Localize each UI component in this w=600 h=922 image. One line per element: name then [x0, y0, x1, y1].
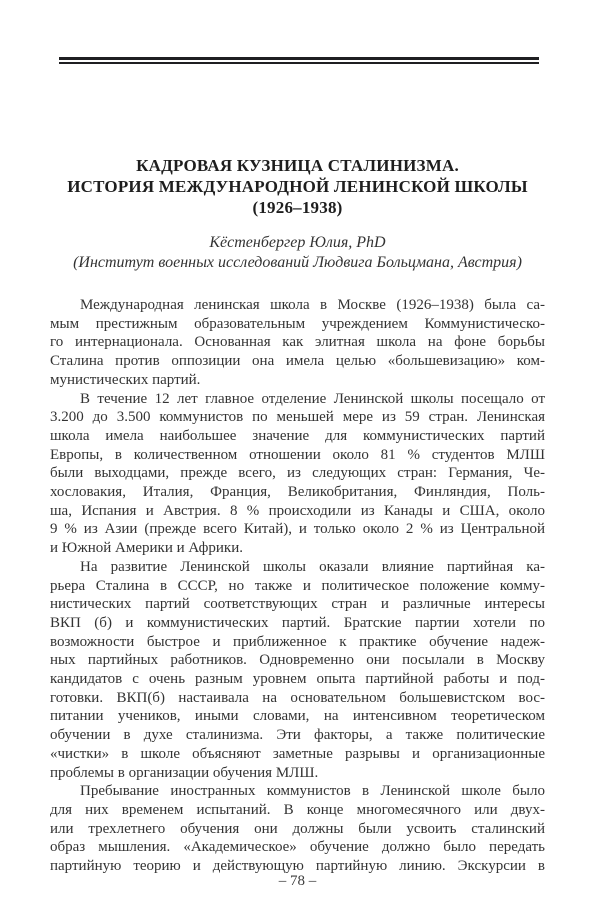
paragraph — [50, 390, 545, 558]
paragraph — [50, 558, 545, 782]
body-line: мунистических партий. — [50, 371, 201, 388]
body-line: проблемы в организации обучения МЛШ. — [50, 764, 319, 781]
body-line: Сталина против оппозиции она имела целью «большевизацию» ком- — [50, 353, 545, 370]
body-line: На развитие Ленинской школы оказали влияние партийная ка- — [80, 558, 545, 575]
body-line: образ мышления. «Академическое» обучение должно было передать — [50, 839, 545, 856]
body-line: нистических партий соответствующих стран и различные интересы — [50, 596, 545, 613]
page-edge-rule — [59, 57, 539, 64]
body-line: рьера Сталина в СССР, но также и политическое положение комму- — [50, 577, 545, 594]
author-byline — [50, 233, 545, 273]
body-line: ных партийных работников. Одновременно они посылали в Москву — [50, 652, 545, 669]
body-line: Европы, в количественном отношении около 81 % студентов МЛШ — [50, 446, 545, 463]
body-line: мым престижным образовательным учреждением Коммунистическо- — [50, 315, 545, 332]
body-line: ВКП (б) и коммунистических партий. Братские партии хотели по — [50, 614, 545, 631]
body-line: питании учеников, иными словами, на интенсивном теоретическом — [50, 708, 545, 725]
body-line: Международная ленинская школа в Москве (1926–1938) была са- — [80, 297, 545, 313]
body-line: хословакия, Италия, Франция, Великобритания, Финляндия, Поль- — [50, 484, 545, 501]
author-line: (Институт военных исследований Людвига Больцмана, Австрия) — [73, 254, 522, 271]
body-line: партийную теорию и действующую партийную линию. Экскурсии в — [50, 858, 545, 875]
page-number: – 78 – — [278, 873, 317, 889]
body-line: Пребывание иностранных коммунистов в Ленинской школе было — [80, 783, 545, 800]
rule-line-thin — [59, 62, 539, 64]
body-line: В течение 12 лет главное отделение Ленинской школы посещало от — [80, 390, 545, 407]
body-line: и Южной Америки и Африки. — [50, 540, 243, 557]
body-line: го интернационала. Основанная как элитная школа на фоне борьбы — [50, 334, 545, 351]
body-line: «чистки» в школе объясняют заметные разрывы и организационные — [50, 745, 545, 762]
paragraph — [50, 296, 545, 390]
body-line: для них временем испытаний. В конце многомесячного или двух- — [50, 801, 545, 818]
body-line: 9 % из Азии (прежде всего Китай), и только около 2 % из Центральной — [50, 521, 545, 538]
body-line: были выходцами, прежде всего, из следующих стран: Германия, Че- — [50, 465, 545, 482]
body-line: ша, Испания и Австрия. 8 % происходили из Канады и США, около — [50, 502, 545, 519]
title-line: КАДРОВАЯ КУЗНИЦА СТАЛИНИЗМА. — [136, 156, 459, 175]
article-body — [50, 296, 545, 876]
body-line: школа имела наибольшее значение для коммунистических партий — [50, 427, 545, 444]
paragraph — [50, 782, 545, 876]
author-line: Кёстенбергер Юлия, PhD — [209, 234, 386, 251]
body-line: обучении в духе сталинизма. Эти факторы, а также политические — [50, 727, 545, 744]
title-line: (1926–1938) — [252, 198, 343, 217]
body-line: возможности быстрое и приближенное к практике обучение надеж- — [50, 633, 545, 650]
title-line: ИСТОРИЯ МЕЖДУНАРОДНОЙ ЛЕНИНСКОЙ ШКОЛЫ — [67, 177, 528, 196]
body-line: кандидатов с очень разным уровнем опыта партийной работы и под- — [50, 671, 545, 688]
body-line: или трехлетнего обучения они должны были усвоить сталинский — [50, 820, 545, 837]
body-line: 3.200 до 3.500 коммунистов по меньшей мере из 59 стран. Ленинская — [50, 409, 545, 426]
body-line: готовки. ВКП(б) настаивала на основательном большевистском вос- — [50, 689, 545, 706]
article-title — [50, 155, 545, 218]
